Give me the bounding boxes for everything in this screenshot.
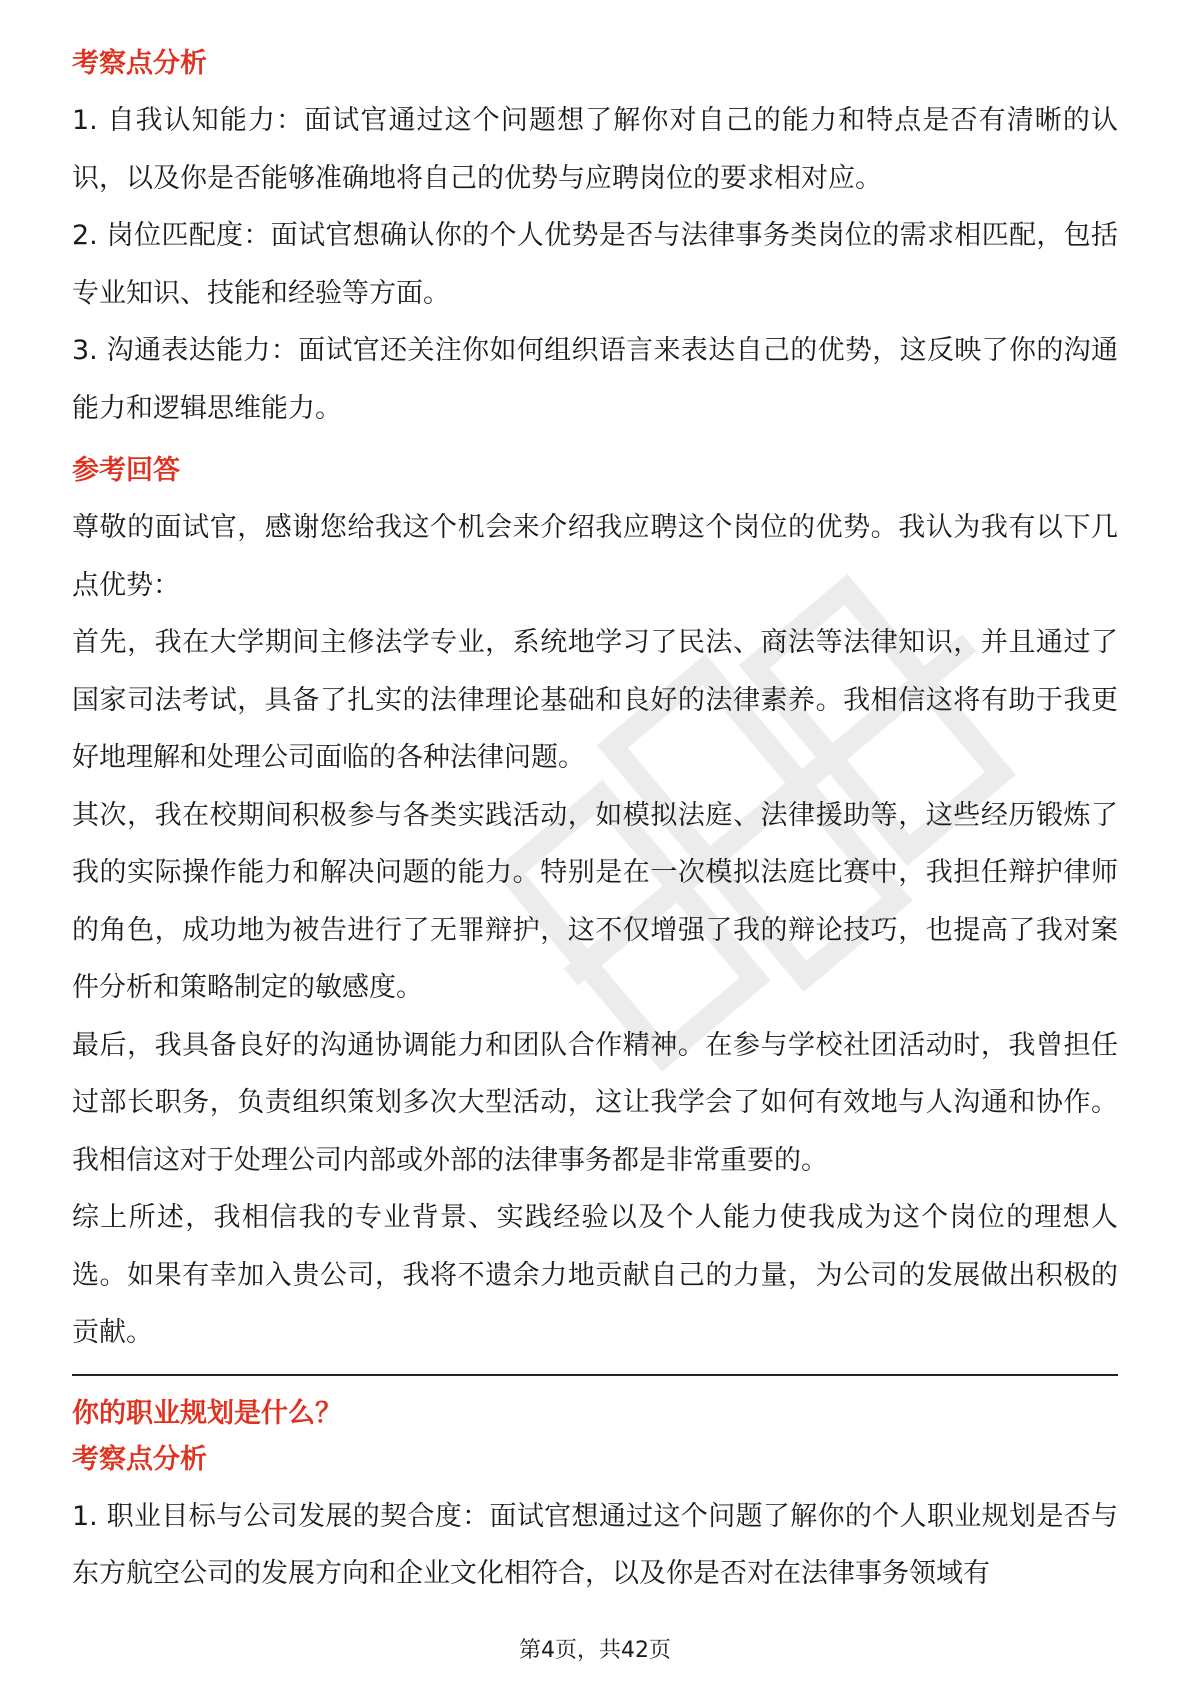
section-divider xyxy=(72,1374,1118,1376)
answer-paragraph-2: 首先，我在大学期间主修法学专业，系统地学习了民法、商法等法律知识，并且通过了国家司法考试，具备了扎实的法律理论基础和良好的法律素养。我相信这将有助于我更好地理解和处理公司面临的各种法律问题。 xyxy=(72,627,1118,773)
answer-paragraph-5: 综上所述，我相信我的专业背景、实践经验以及个人能力使我成为这个岗位的理想人选。如果有幸加入贵公司，我将不遗余力地贡献自己的力量，为公司的发展做出积极的贡献。 xyxy=(72,1202,1118,1348)
section1-analysis-heading: 考察点分析 xyxy=(72,48,207,79)
section2-analysis-item-1: 1. 职业目标与公司发展的契合度：面试官想通过这个问题了解你的个人职业规划是否与东方航空公司的发展方向和企业文化相符合，以及你是否对在法律事务领域有 xyxy=(72,1500,1118,1589)
section2-question-title: 你的职业规划是什么？ xyxy=(72,1397,342,1429)
section2-analysis-heading: 考察点分析 xyxy=(72,1443,207,1475)
answer-paragraph-4: 最后，我具备良好的沟通协调能力和团队合作精神。在参与学校社团活动时，我曾担任过部长职务，负责组织策划多次大型活动，这让我学会了如何有效地与人沟通和协作。我相信这对于处理公司内部或外部的法律事务都是非常重要的。 xyxy=(72,1029,1118,1176)
page-number-footer: 第4页，共42页 xyxy=(519,1638,671,1663)
analysis-item-2: 2. 岗位匹配度：面试官想确认你的个人优势是否与法律事务类岗位的需求相匹配，包括专业知识、技能和经验等方面。 xyxy=(72,220,1118,309)
analysis-item-3: 3. 沟通表达能力：面试官还关注你如何组织语言来表达自己的优势，这反映了你的沟通能力和逻辑思维能力。 xyxy=(72,335,1118,424)
answer-paragraph-3: 其次，我在校期间积极参与各类实践活动，如模拟法庭、法律援助等，这些经历锻炼了我的实际操作能力和解决问题的能力。特别是在一次模拟法庭比赛中，我担任辩护律师的角色，成功地为被告进行了无罪辩护，这不仅增强了我的辩论技巧，也提高了我对案件分析和策略制定的敏感度。 xyxy=(72,799,1118,1003)
analysis-item-1: 1. 自我认知能力：面试官通过这个问题想了解你对自己的能力和特点是否有清晰的认识，以及你是否能够准确地将自己的优势与应聘岗位的要求相对应。 xyxy=(72,105,1118,194)
document-page xyxy=(72,44,1118,1603)
section1-answer-heading: 参考回答 xyxy=(72,455,180,486)
answer-paragraph-1: 尊敬的面试官，感谢您给我这个机会来介绍我应聘这个岗位的优势。我认为我有以下几点优势： xyxy=(72,512,1118,601)
